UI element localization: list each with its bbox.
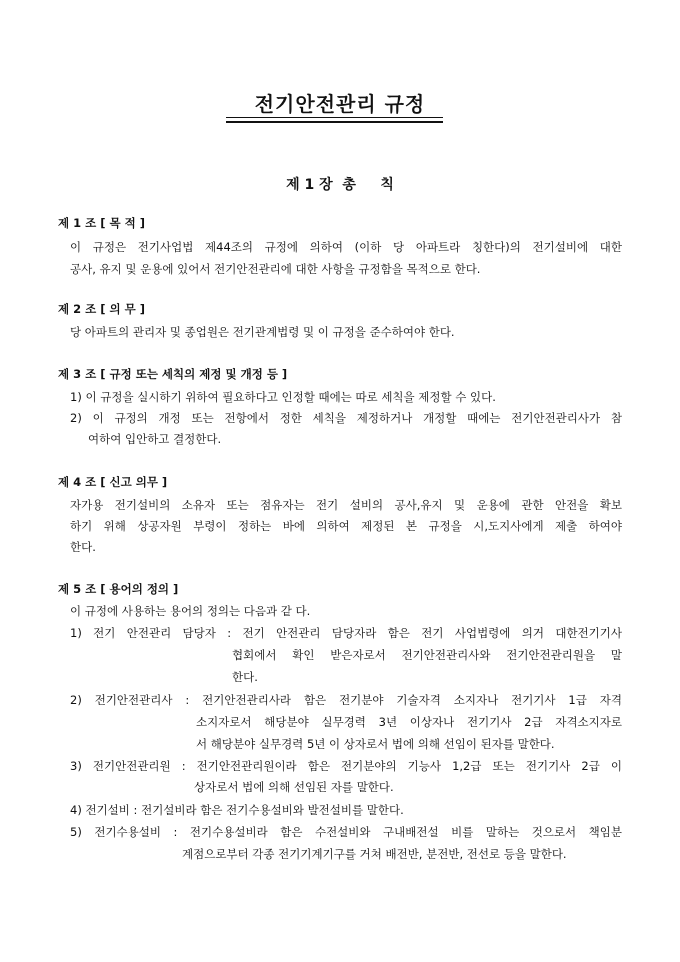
article-3-line: 1) 이 규정을 실시하기 위하여 필요하다고 인정할 때에는 따로 세칙을 제정할 수 있다. [70,390,496,404]
article-4-heading: 제 4 조 [ 신고 의무 ] [58,475,168,489]
article-4-line: 자가용 전기설비의 소유자 또는 점유자는 전기 설비의 공사,유지 및 운용에 관한 안전을 확보 [70,498,622,512]
definition-2-line: 소지자로서 해당분야 실무경력 3년 이상자나 전기기사 2급 자격소지자로 [196,715,622,729]
article-2-heading: 제 2 조 [ 의 무 ] [58,302,145,316]
article-3-line: 2) 이 규정의 개정 또는 전항에서 정한 세칙을 제정하거나 개정할 때에는 전기안전관리사가 참 [70,411,622,425]
article-3-heading: 제 3 조 [ 규정 또는 세칙의 제정 및 개정 등 ] [58,367,288,381]
definition-5-line: 계점으로부터 각종 전기기계기구를 거쳐 배전반, 분전반, 전선로 등을 말한다. [182,847,567,861]
definition-3-line: 상자로서 법에 의해 선임된 자를 말한다. [194,780,394,794]
definition-4-line: 4) 전기설비 : 전기설비라 함은 전기수용설비와 발전설비를 말한다. [70,803,404,817]
definition-2-line: 서 해당분야 실무경력 5년 이 상자로서 법에 의해 선임이 된자를 말한다. [196,737,555,751]
article-5-heading: 제 5 조 [ 용어의 정의 ] [58,582,179,596]
article-4-line: 하기 위해 상공자원 부령이 정하는 바에 의하여 제정된 본 규정을 시,도지사에게 제출 하여야 [70,519,622,533]
definition-5-line: 5) 전기수용설비 : 전기수용설비라 함은 수전설비와 구내배전설 비를 말하는 것으로서 책임분 [70,825,622,839]
document-title: 전기안전관리 규정 [254,92,426,116]
title-underline [226,117,443,118]
definition-2-line: 2) 전기안전관리사 : 전기안전관리사라 함은 전기분야 기술자격 소지자나 전기기사 1급 자격 [70,693,622,707]
article-1-line: 공사, 유지 및 운용에 있어서 전기안전관리에 대한 사항을 규정함을 목적으로 한다. [70,262,481,276]
definition-1-line: 1) 전기 안전관리 담당자 : 전기 안전관리 담당자라 함은 전기 사업법령에 의거 대한전기기사 [70,626,622,640]
article-5-line: 이 규정에 사용하는 용어의 정의는 다음과 같 다. [70,604,311,618]
definition-3-line: 3) 전기안전관리원 : 전기안전관리원이라 함은 전기분야의 기능사 1,2급 또는 전기기사 2급 이 [70,759,622,773]
article-4-line: 한다. [70,540,96,554]
article-1-line: 이 규정은 전기사업법 제44조의 규정에 의하여 (이하 당 아파트라 칭한다)의 전기설비에 대한 [70,240,622,254]
definition-1-line: 한다. [232,670,258,684]
title-underline-thick [226,121,443,123]
chapter-heading: 제 1 장 총 칙 [286,177,394,193]
definition-1-line: 협회에서 확인 받은자로서 전기안전관리사와 전기안전관리원을 말 [232,648,622,662]
article-3-line: 여하여 입안하고 결정한다. [88,432,222,446]
article-2-line: 당 아파트의 관리자 및 종업원은 전기관계법령 및 이 규정을 준수하여야 한다. [70,325,455,339]
article-1-heading: 제 1 조 [ 목 적 ] [58,216,145,230]
